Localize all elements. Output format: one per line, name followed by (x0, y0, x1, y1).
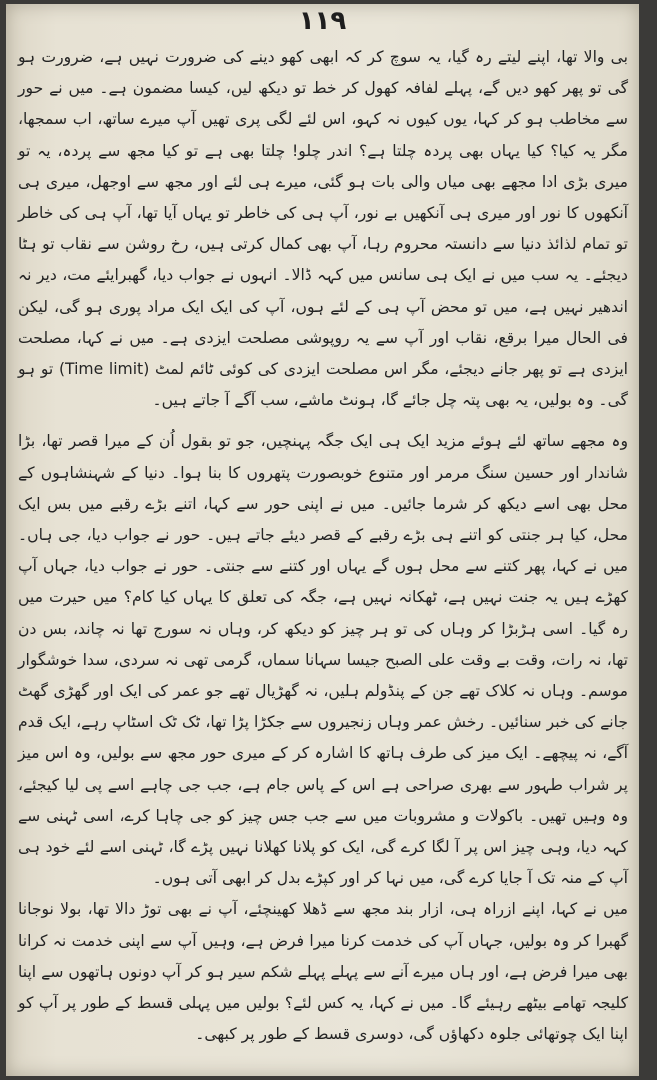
page-number: ۱۱۹ (298, 6, 347, 36)
page-body-text (18, 42, 628, 1051)
page-sheet (6, 4, 639, 1076)
paragraph-1: بی والا تھا، اپنے لیتے رہ گیا، یہ سوچ کر کہ ابھی کھو دینے کی ضرورت نہیں ہے، ضرورت ہو گی تو پھر کھو دیں گے، پہلے لفافہ کھول کر خط تو دیکھ لیں، کیسا مضمون ہے۔ میں نے حور سے مخاطب ہو کر کہا، یوں کیوں نہ کہو، اس لئے لگی پری تھیں آپ میرے ساتھ، اب سمجھا، مگر یہ کیا؟ کیا یہاں بھی پردہ چلتا ہے؟ اندر چلو! چلتا بھی ہے تو کیا مجھ سے پردہ، یہ تو میری بڑی ادا مجھے بھی میاں والی بات ہو گئی، میرے ہی لئے اور مجھ سے اوجھل، میری ہی آنکھوں کا نور اور میری ہی آنکھیں بے نور، آپ ہی کی خاطر تو یہاں آیا تھا، آپ ہی کی خاطر تو تمام لذائذ دنیا سے دانستہ محروم رہا، آپ بھی کمال کرتی ہیں، رخ روشن سے نقاب تو ہٹا دیجئے۔ یہ سب میں نے ایک ہی سانس میں کہہ ڈالا۔ انہوں نے جواب دیا، گھبرایئے مت، دیر نہ اندھیر نہیں ہے، میں تو محض آپ ہی کے لئے ہوں، آپ کی ایک ایک مراد پوری ہو گی، لیکن فی الحال میرا برقع، نقاب اور آپ سے یہ روپوشی مصلحت ایزدی ہے۔ میں نے کہا، مصلحت ایزدی ہے تو پھر جانے دیجئے، مگر اس مصلحت ایزدی کی کوئی ٹائم لمٹ (Time limit) تو ہو گی۔ وہ بولیں، یہ بھی پتہ چل جائے گا، ہونٹ ماشے، سب آگے آ جاتے ہیں۔ (18, 48, 628, 410)
paragraph-2: وہ مجھے ساتھ لئے ہوئے مزید ایک ہی ایک جگہ پہنچیں، جو تو بقول اُن کے میرا قصر تھا، بڑا شاندار اور حسین سنگ مرمر اور متنوع خوبصورت پتھروں کا بنا ہوا۔ دنیا کے شہنشاہوں کے محل بھی اسے دیکھ کر شرما جائیں۔ میں نے اپنی حور سے کہا، اتنے بڑے رقبے میں بس ایک محل، کیا ہر جنتی کو اتنے ہی بڑے رقبے کے قصر دیئے جاتے ہیں۔ حور نے جواب دیا، جی ہاں۔ میں نے کہا، پھر کتنے سے محل ہوں گے یہاں اور کتنے سے جنتی۔ حور نے جواب دیا، جہاں آپ کھڑے ہیں یہ جنت نہیں ہے، ٹھکانہ نہیں ہے، جگہ کی تعلق کا یہاں کیا کام؟ میں حیرت میں رہ گیا۔ اسی ہڑبڑا کر وہاں کی تو ہر چیز کو دیکھ کر، وہاں نہ سورج تھا نہ چاند، بس دن تھا، نہ رات، وقت بے وقت علی الصبح جیسا سہانا سماں، گرمی تھی نہ سردی، سدا خوشگوار موسم۔ وہاں نہ کلاک تھے جن کے پنڈولم ہلیں، نہ گھڑیال تھے جو عمر کی ایک اور گھڑی گھٹ جانے کی خبر سنائیں۔ رخش عمر وہاں زنجیروں سے جکڑا پڑا تھا، ٹک ٹک اسٹاپ رہے، ایک قدم آگے، نہ پیچھے۔ ایک میز کی طرف ہاتھ کا اشارہ کر کے میری حور مجھ سے بولیں، وہ اس میز پر شراب طہور سے بھری صراحی ہے اس کے پاس جام ہے، جب جی چاہے اسے پی لیا کیجئے، وہ وہیں تھیں۔ باکولات و مشروبات میں سے جب جس چیز کو جی چاہا کرے، اسی ٹہنی سے کہہ دیا، وہی چیز اس پر آ لگا کرے گی، ایک کو پلانا کھلانا نہیں پڑے گا، ٹہنی اسے لئے خود ہی آپ کے منہ تک آ جایا کرے گی، میں نہا کر اور کپڑے بدل کر ابھی آتی ہوں۔ (18, 432, 628, 888)
paragraph-3: میں نے کہا، اپنے ازراہ ہی، ازار بند مجھ سے ڈھلا کھینچئے، آپ نے بھی توڑ دالا تھا، بولا نوجانا گھبرا کر وہ بولیں، جہاں آپ کی خدمت کرنا میرا فرض ہے، وہیں آپ سے اپنی خدمت نہ کرانا بھی میرا فرض ہے، اور ہاں میرے آنے سے پہلے پہلے شکم سیر ہو کر آپ دونوں ہاتھوں سے اپنا کلیجہ تھامے بیٹھے رہیئے گا۔ میں نے کہا، یہ کس لئے؟ بولیں میں پہلی قسط کے طور پر آپ کو اپنا ایک چوتھائی جلوہ دکھاؤں گی، دوسری قسط کے طور پر کبھی۔ (18, 900, 628, 1044)
